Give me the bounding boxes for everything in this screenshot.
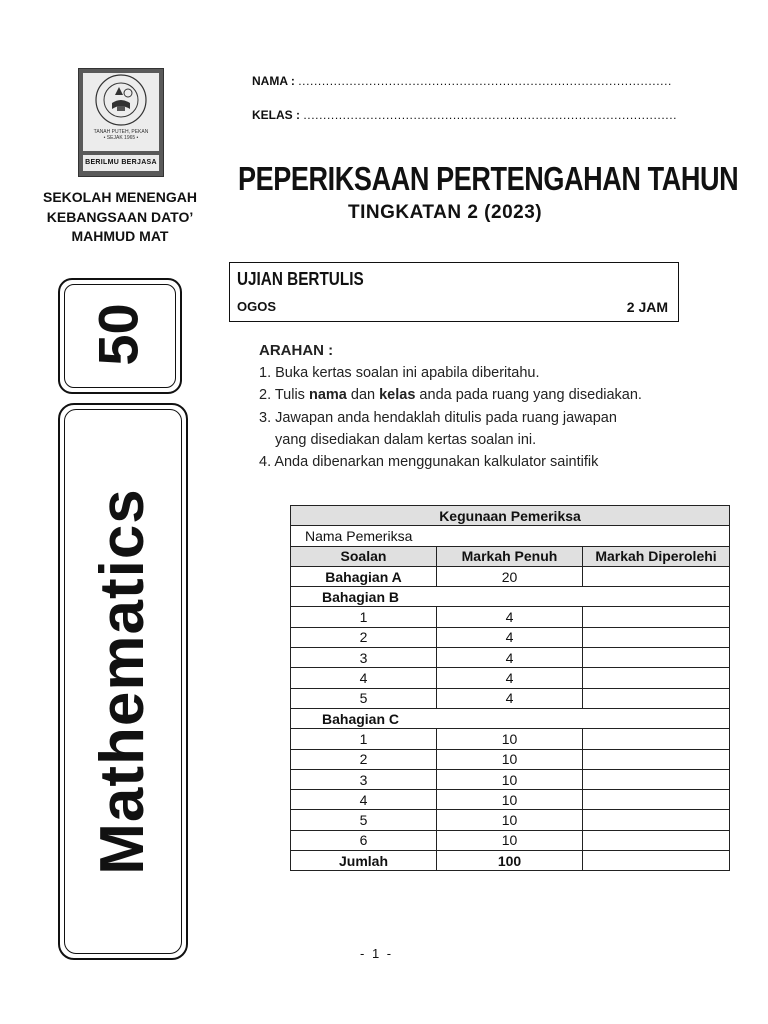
section-row: Bahagian B xyxy=(291,587,730,607)
marks-obtained-cell[interactable] xyxy=(583,749,730,769)
table-row: Bahagian A 20 xyxy=(291,566,730,586)
marks-obtained-cell[interactable] xyxy=(583,810,730,830)
marks-obtained-cell[interactable] xyxy=(583,830,730,850)
section-row: Bahagian C xyxy=(291,708,730,728)
paper-code: 50 xyxy=(86,302,150,366)
subject-box xyxy=(58,403,188,960)
table-row: 2 4 xyxy=(291,627,730,647)
name-label: NAMA : xyxy=(252,74,295,88)
logo-town: TANAH PUTEH, PEKAN • SEJAK 1965 • xyxy=(93,129,149,141)
table-row: 6 10 xyxy=(291,830,730,850)
page-number: - 1 - xyxy=(360,946,394,961)
examiner-table xyxy=(290,505,730,871)
marks-obtained-cell[interactable] xyxy=(583,627,730,647)
logo-motto: BERILMU BERJASA xyxy=(83,155,159,171)
total-obtained-cell[interactable] xyxy=(583,851,730,871)
header-question: Soalan xyxy=(291,546,437,566)
instruction-item: 2. Tulis nama dan kelas anda pada ruang yang disediakan. xyxy=(259,387,642,404)
exam-subtitle: TINGKATAN 2 (2023) xyxy=(348,202,543,223)
subject-name: Mathematics xyxy=(88,487,158,875)
marks-obtained-cell[interactable] xyxy=(583,607,730,627)
marks-obtained-cell[interactable] xyxy=(583,668,730,688)
examiner-name-row: Nama Pemeriksa xyxy=(291,526,730,546)
paper-info-box xyxy=(229,262,679,322)
table-row: 4 4 xyxy=(291,668,730,688)
school-logo xyxy=(78,68,164,177)
table-row: 3 4 xyxy=(291,648,730,668)
paper-name: UJIAN BERTULIS xyxy=(237,269,364,289)
crest-emblem-icon xyxy=(85,73,157,131)
table-row: 1 4 xyxy=(291,607,730,627)
school-name: SEKOLAH MENENGAH KEBANGSAAN DATO’ MAHMUD MAT xyxy=(42,189,197,244)
marks-obtained-cell[interactable] xyxy=(583,790,730,810)
table-row: 4 10 xyxy=(291,790,730,810)
table-row: 5 10 xyxy=(291,810,730,830)
paper-duration: 2 JAM xyxy=(626,299,668,315)
header-marks-obtained: Markah Diperolehi xyxy=(583,546,730,566)
marks-obtained-cell[interactable] xyxy=(583,688,730,708)
name-fill-line: ............................................................................................... xyxy=(298,74,672,88)
name-field[interactable] xyxy=(252,74,672,88)
table-row: 5 4 xyxy=(291,688,730,708)
instructions-heading: ARAHAN : xyxy=(259,342,334,359)
marks-obtained-cell[interactable] xyxy=(583,648,730,668)
instruction-item-continued: yang disediakan dalam kertas soalan ini. xyxy=(275,431,537,448)
class-field[interactable] xyxy=(252,108,677,122)
paper-code-box xyxy=(58,278,182,394)
marks-obtained-cell[interactable] xyxy=(583,729,730,749)
table-title: Kegunaan Pemeriksa xyxy=(291,506,730,526)
marks-obtained-cell[interactable] xyxy=(583,566,730,586)
class-label: KELAS : xyxy=(252,108,300,122)
marks-obtained-cell[interactable] xyxy=(583,769,730,789)
paper-month: OGOS xyxy=(237,299,277,314)
class-fill-line: ............................................................................................... xyxy=(303,108,678,122)
exam-title: PEPERIKSAAN PERTENGAHAN TAHUN xyxy=(238,160,739,197)
instruction-item: 4. Anda dibenarkan menggunakan kalkulator saintifik xyxy=(259,454,599,471)
instruction-item: 1. Buka kertas soalan ini apabila diberitahu. xyxy=(259,365,540,382)
table-row: 1 10 xyxy=(291,729,730,749)
header-full-marks: Markah Penuh xyxy=(437,546,583,566)
table-row: 2 10 xyxy=(291,749,730,769)
total-row: Jumlah 100 xyxy=(291,851,730,871)
instruction-item: 3. Jawapan anda hendaklah ditulis pada ruang jawapan xyxy=(259,409,617,426)
table-row: 3 10 xyxy=(291,769,730,789)
instructions xyxy=(259,340,642,473)
